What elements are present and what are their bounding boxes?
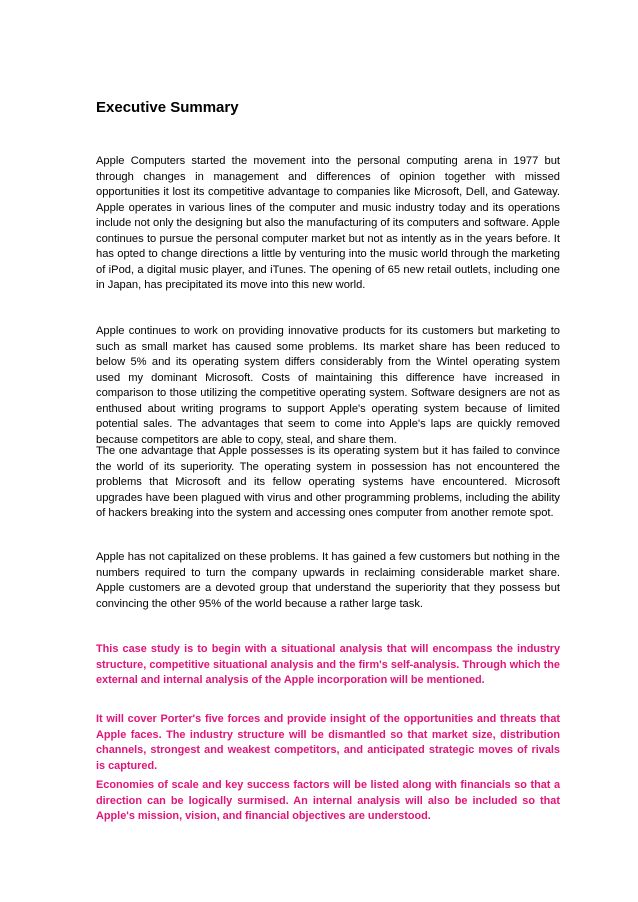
highlight-paragraph-1: This case study is to begin with a situational analysis that will encompass the industry structure, competitive situational analysis and the firm's self-analysis. Through which the external and internal analysis of the Apple incorporation will be mentioned. <box>96 643 560 686</box>
highlight-paragraph-3: Economies of scale and key success factors will be listed along with financials so that a direction can be logically surmised. An internal analysis will also be included so that Apple's mission, vision, and financial objectives are understood. <box>96 779 560 822</box>
body-paragraph-1: Apple Computers started the movement into the personal computing arena in 1977 but through changes in management and differences of opinion together with missed opportunities it lost its competitive advantage to companies like Microsoft, Dell, and Gateway. Apple operates in various lines of the computer and music industry today and its operations include not only the designing but also the manufacturing of its computers and software. Apple continues to pursue the personal computer market but not as intently as in the years before. It has opted to change directions a little by venturing into the music world through the marketing of iPod, a digital music player, and iTunes. The opening of 65 new retail outlets, including one in Japan, has precipitated its move into this new world. <box>96 155 560 291</box>
body-paragraph-3: The one advantage that Apple possesses is its operating system but it has failed to convince the world of its superiority. The operating system in possession has not encountered the problems that Microsoft and its fellow operating systems have encountered. Microsoft upgrades have been plagued with virus and other programming problems, including the ability of hackers breaking into the system and accessing ones computer from another remote spot. <box>96 445 560 519</box>
body-paragraph-2: Apple continues to work on providing innovative products for its customers but marketing to such as small market has caused some problems. Its market share has been reduced to below 5% and its operating system differs considerably from the Wintel operating system used my dominant Microsoft. Costs of maintaining this difference have increased in comparison to those utilizing the competitive operating system. Software designers are not as enthused about writing programs to support Apple's operating system because of limited potential sales. The advantages that seem to come into Apple's laps are quickly removed because competitors are able to copy, steal, and share them. <box>96 325 560 446</box>
highlight-paragraph-2: It will cover Porter's five forces and provide insight of the opportunities and threats that Apple faces. The industry structure will be dismantled so that market size, distribution channels, strongest and weakest competitors, and anticipated strategic moves of rivals is captured. <box>96 713 560 772</box>
page-title: Executive Summary <box>96 99 239 116</box>
body-paragraph-4: Apple has not capitalized on these problems. It has gained a few customers but nothing in the numbers required to turn the company upwards in reclaiming considerable market share. Apple customers are a devoted group that understand the superiority that they possess but convincing the other 95% of the world because a rather large task. <box>96 551 560 610</box>
